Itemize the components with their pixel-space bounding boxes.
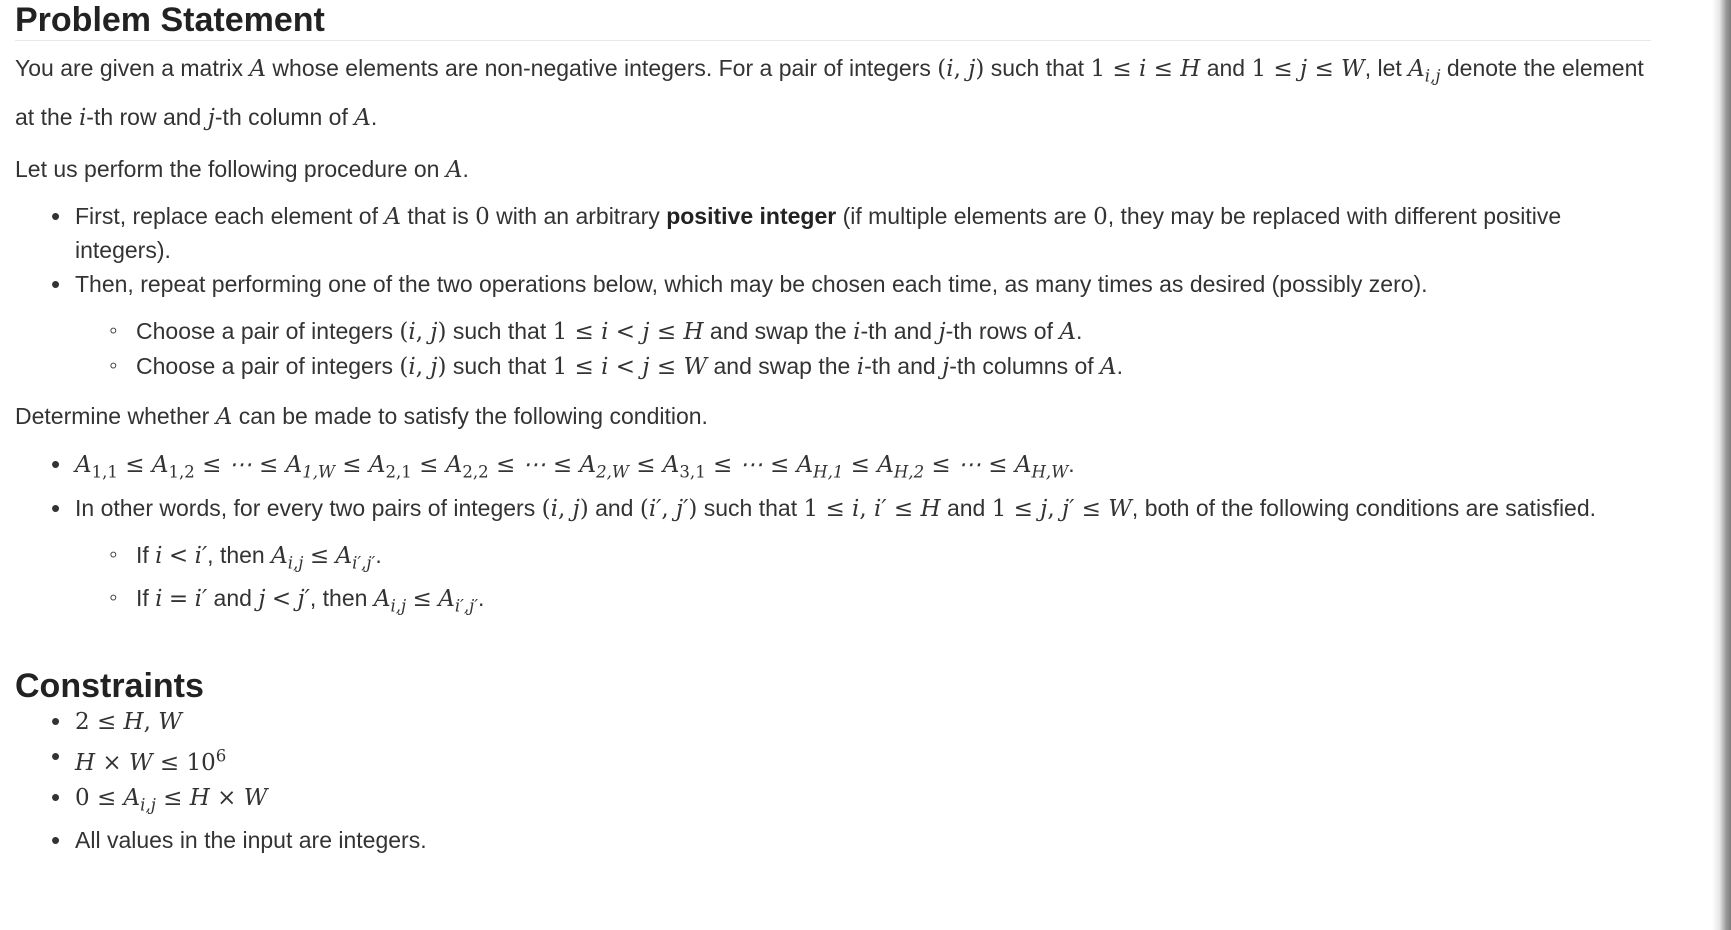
problem-statement-heading: Problem Statement — [15, 0, 1651, 41]
list-item: ◦ Choose a pair of integers (i, j) such that 1 ≤ i < j ≤ H and swap the i-th and j-th rows of A. — [15, 314, 1655, 349]
window-edge-shadow — [1712, 0, 1731, 930]
operation-list — [15, 314, 1655, 384]
constraints-list — [15, 704, 1655, 856]
condition-formula: • $A_{1,1} \le A_{1,2}$ ≤ ⋯ ≤ $A_{1,W} \le A_{2,1} \le A_{2,2}$ ≤ ⋯ ≤ $A_{2,W} \le A_{3,1}$ ≤ ⋯ ≤ $A_{H,1} \le A_{H,2}$ ≤ ⋯ ≤ $A_{H,W}$. — [15, 446, 1655, 491]
procedure-paragraph: Let us perform the following procedure on A. — [15, 155, 469, 183]
determine-paragraph: Determine whether A can be made to satisfy the following condition. — [15, 402, 708, 430]
list-item: • Then, repeat performing one of the two operations below, which may be chosen each time, as many times as desired (possibly zero). — [15, 267, 1655, 302]
list-item: • All values in the input are integers. — [15, 823, 1655, 857]
procedure-list — [15, 200, 1655, 302]
list-item: ◦ Choose a pair of integers (i, j) such that 1 ≤ i < j ≤ W and swap the i-th and j-th columns of A. — [15, 349, 1655, 384]
list-item: ◦ If i = i′ and j < j′, then $A_{i,j} \le A_{i',j'}$. — [15, 581, 1655, 624]
condition-list — [15, 446, 1655, 529]
problem-content — [15, 0, 1655, 857]
list-item: • In other words, for every two pairs of integers (i, j) and (i′, j′) such that 1 ≤ i, i′ ≤ H and 1 ≤ j, j′ ≤ W, both of the following conditions are satisfied. — [15, 490, 1655, 528]
constraints-heading: Constraints — [15, 667, 204, 706]
list-item: • $0 \le A_{i,j} \le H \times W$ — [15, 780, 1655, 823]
list-item: ◦ If i < i′, then $A_{i,j} \le A_{i',j'}$. — [15, 538, 1655, 581]
implication-list — [15, 538, 1655, 623]
list-item: • $H \times W \le 10^6$ — [15, 739, 1655, 780]
intro-paragraph: You are given a matrix A whose elements are non-negative integers. For a pair of integers (i, j) such that 1 ≤ i ≤ H and 1 ≤ j ≤ W, let $A_{i,j}$ denote the element at the i-th row and j-th column of A. — [15, 55, 1644, 131]
list-item: • 2 ≤ H, W — [15, 704, 1655, 739]
list-item: • First, replace each element of A that is 0 with an arbitrary positive integer (if multiple elements are 0, they may be replaced with different positive integers). — [15, 200, 1655, 267]
